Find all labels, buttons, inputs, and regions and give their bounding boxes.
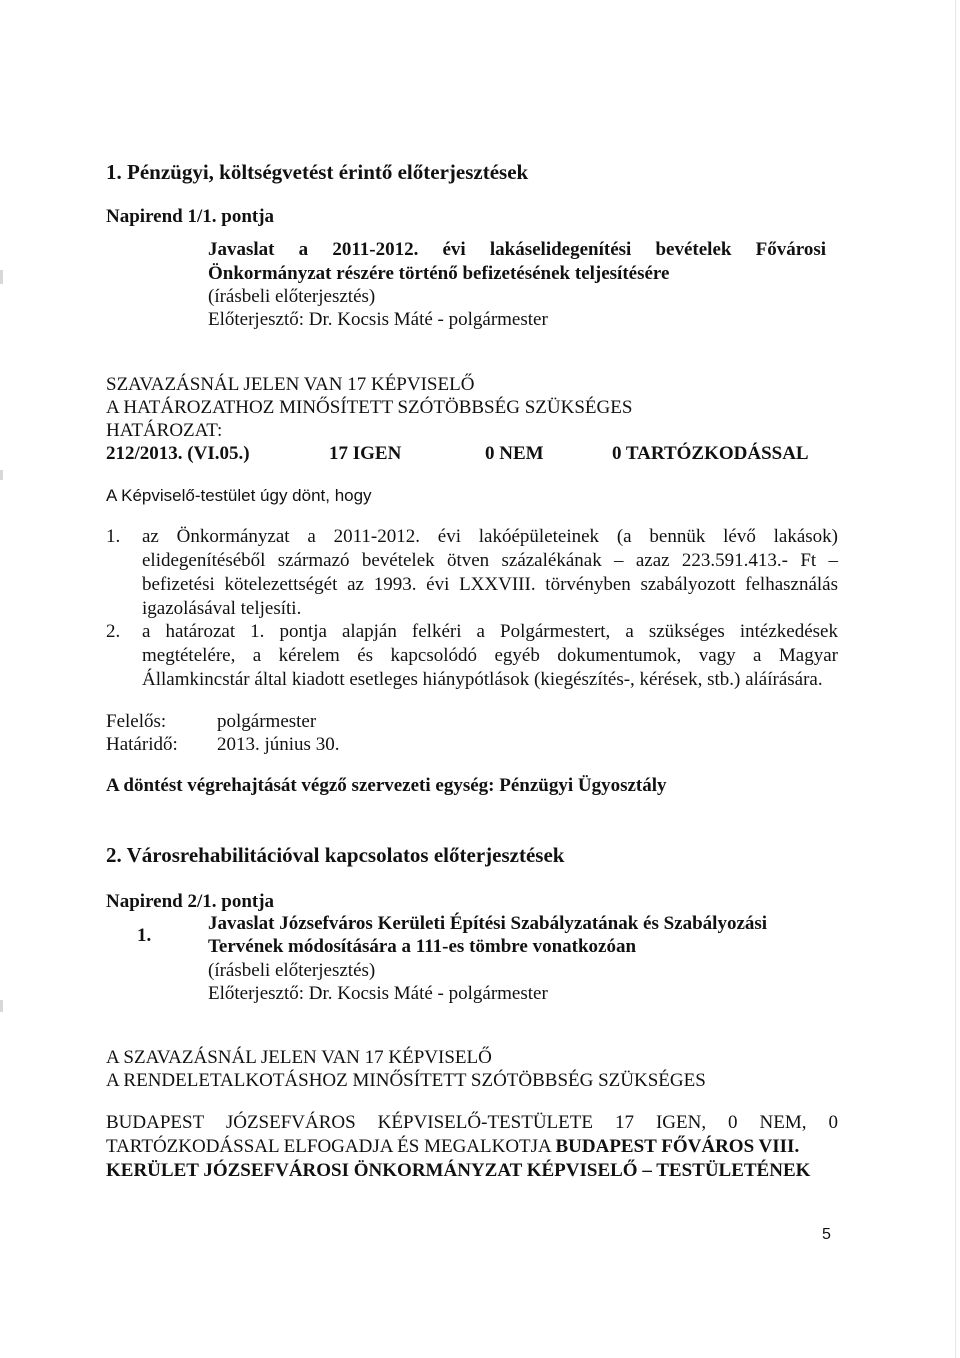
section1-heading: 1. Pénzügyi, költségvetést érintő előterjesztések	[106, 160, 529, 184]
section2-item-number: 1.	[137, 925, 152, 946]
section2-written-note: (írásbeli előterjesztés)	[208, 960, 376, 981]
responsible-label: Felelős:	[106, 711, 167, 732]
decision-item1-line: befizetési kötelezettségét az 1993. évi LXXVIII. törvényben szabályozott felhasználás	[142, 574, 838, 595]
responsible-value: polgármester	[217, 711, 317, 732]
section2-final-line: BUDAPEST JÓZSEFVÁROS KÉPVISELŐ-TESTÜLETE 17 IGEN, 0 NEM, 0	[106, 1112, 838, 1133]
decision-item2-line: Államkincstár által kiadott esetleges hiánypótlások (kiegészítés-, kérések, stb.) aláírására.	[142, 669, 823, 690]
section2-presenter: Előterjesztő: Dr. Kocsis Máté - polgármester	[208, 983, 548, 1004]
section1-title-line2: Önkormányzat részére történő befizetésének teljesítésére	[208, 263, 670, 284]
section1-resolution-label: HATÁROZAT:	[106, 420, 223, 441]
section2-title-line1: Javaslat Józsefváros Kerületi Építési Szabályzatának és Szabályozási	[208, 913, 768, 934]
decision-intro: A Képviselő-testület úgy dönt, hogy	[106, 486, 372, 505]
decision-item1-line: igazolásával teljesíti.	[142, 598, 302, 619]
decision-item1-number: 1.	[106, 526, 121, 547]
scan-edge-mark	[0, 270, 3, 284]
section1-vote-presence: SZAVAZÁSNÁL JELEN VAN 17 KÉPVISELŐ	[106, 374, 475, 395]
section1-agenda: Napirend 1/1. pontja	[106, 206, 275, 227]
scan-edge-mark	[0, 1000, 3, 1012]
decision-item2-line: megtételére, a kérelem és kapcsolódó egyéb dokumentumok, vagy a Magyar	[142, 645, 838, 666]
section1-vote-majority: A HATÁROZATHOZ MINŐSÍTETT SZÓTÖBBSÉG SZÜKSÉGES	[106, 397, 633, 418]
vote-yes: 17 IGEN	[329, 443, 402, 464]
section1-written-note: (írásbeli előterjesztés)	[208, 286, 376, 307]
section2-agenda: Napirend 2/1. pontja	[106, 891, 275, 912]
executor-unit: A döntést végrehajtását végző szervezeti egység: Pénzügyi Ügyosztály	[106, 775, 667, 796]
section2-title-line2: Tervének módosítására a 111-es tömbre vonatkozóan	[208, 936, 637, 957]
section2-vote-majority: A RENDELETALKOTÁSHOZ MINŐSÍTETT SZÓTÖBBSÉG SZÜKSÉGES	[106, 1070, 706, 1091]
deadline-label: Határidő:	[106, 734, 178, 755]
page-number: 5	[822, 1226, 831, 1243]
section2-heading: 2. Városrehabilitációval kapcsolatos előterjesztések	[106, 843, 565, 867]
section1-presenter: Előterjesztő: Dr. Kocsis Máté - polgármester	[208, 309, 548, 330]
section2-final-line: KERÜLET JÓZSEFVÁROSI ÖNKORMÁNYZAT KÉPVISELŐ – TESTÜLETÉNEK	[106, 1160, 811, 1181]
section2-vote-presence: A SZAVAZÁSNÁL JELEN VAN 17 KÉPVISELŐ	[106, 1047, 492, 1068]
vote-no: 0 NEM	[485, 443, 544, 464]
decision-item1-line: elidegenítéséből származó bevételek ötven százalékának – azaz 223.591.413.- Ft –	[142, 550, 838, 571]
scan-edge-line	[955, 0, 956, 1358]
decision-item1-line: az Önkormányzat a 2011-2012. évi lakóépületeinek (a bennük lévő lakások)	[142, 526, 838, 547]
decision-item2-number: 2.	[106, 621, 121, 642]
vote-abstain: 0 TARTÓZKODÁSSAL	[612, 443, 809, 464]
resolution-number: 212/2013. (VI.05.)	[106, 443, 250, 464]
scan-edge-mark	[0, 470, 3, 480]
deadline-value: 2013. június 30.	[217, 734, 340, 755]
section2-final-line: TARTÓZKODÁSSAL ELFOGADJA ÉS MEGALKOTJA BUDAPEST FŐVÁROS VIII.	[106, 1136, 800, 1157]
section1-title-line1: Javaslat a 2011-2012. évi lakáselidegenítési bevételek Fővárosi	[208, 239, 826, 260]
decision-item2-line: a határozat 1. pontja alapján felkéri a Polgármestert, a szükséges intézkedések	[142, 621, 838, 642]
